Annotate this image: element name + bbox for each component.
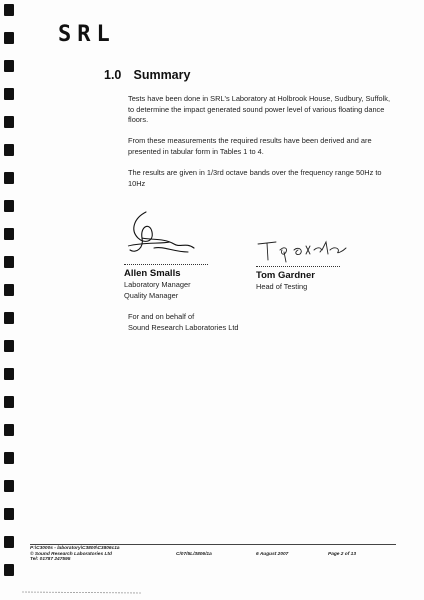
binding-hole [4,452,14,464]
allen-smalls-signature [124,208,204,260]
on-behalf-line-2: Sound Research Laboratories Ltd [128,323,239,332]
binding-hole [4,60,14,72]
signatory-name-1: Allen Smalls [124,268,181,279]
footer-tel: Tel: 01787 247595 [30,557,71,563]
binding-hole [4,480,14,492]
binding-hole [4,424,14,436]
footer-path: P:\C3000s - laboratory\C3800\C3806c1a [30,546,120,551]
binding-hole [4,284,14,296]
binding-hole [4,256,14,268]
scan-edge-mark [22,590,142,594]
binding-hole [4,340,14,352]
binding-hole [4,536,14,548]
signatory-role-1a: Laboratory Manager [124,280,191,289]
section-number: 1.0 [104,68,122,82]
footer-company: © Sound Research Laboratories Ltd [30,551,112,557]
summary-paragraph-2: From these measurements the required results have been derived and are presented in tabular form in Tables 1 to 4. [128,136,372,156]
binding-hole [4,200,14,212]
signatory-name-2: Tom Gardner [256,270,315,281]
footer-date: 6 August 2007 [256,552,289,557]
binding-hole [4,144,14,156]
binding-hole [4,32,14,44]
binding-hole [4,396,14,408]
signatory-role-2a: Head of Testing [256,282,308,291]
signature-line-2 [256,266,340,268]
binding-hole [4,172,14,184]
footer-reference: C/07/5L/3806/1a [176,552,212,557]
binding-hole [4,88,14,100]
footer-page-number: Page 2 of 13 [328,552,356,557]
on-behalf-line-1: For and on behalf of [128,312,195,321]
summary-paragraph-1: Tests have been done in SRL's Laboratory at Holbrook House, Sudbury, Suffolk, to determine the impact generated sound power level of various floating dance floors. [128,94,391,125]
footer-meta [30,546,120,563]
binding-hole [4,312,14,324]
signature-line-1 [124,264,208,266]
binding-hole [4,4,14,16]
summary-paragraph-3: The results are given in 1/3rd octave bands over the frequency range 50Hz to 10Hz [128,168,382,188]
srl-logo: SRL [58,22,116,47]
binding-hole [4,508,14,520]
signatory-role-1b: Quality Manager [124,291,179,300]
tom-gardner-signature [256,236,348,264]
section-title: Summary [133,68,191,82]
binding-hole [4,368,14,380]
footer-rule [30,544,396,545]
binding-hole [4,116,14,128]
binding-hole [4,564,14,576]
binding-hole [4,228,14,240]
section-heading [104,68,190,82]
binding-holes [0,0,22,600]
